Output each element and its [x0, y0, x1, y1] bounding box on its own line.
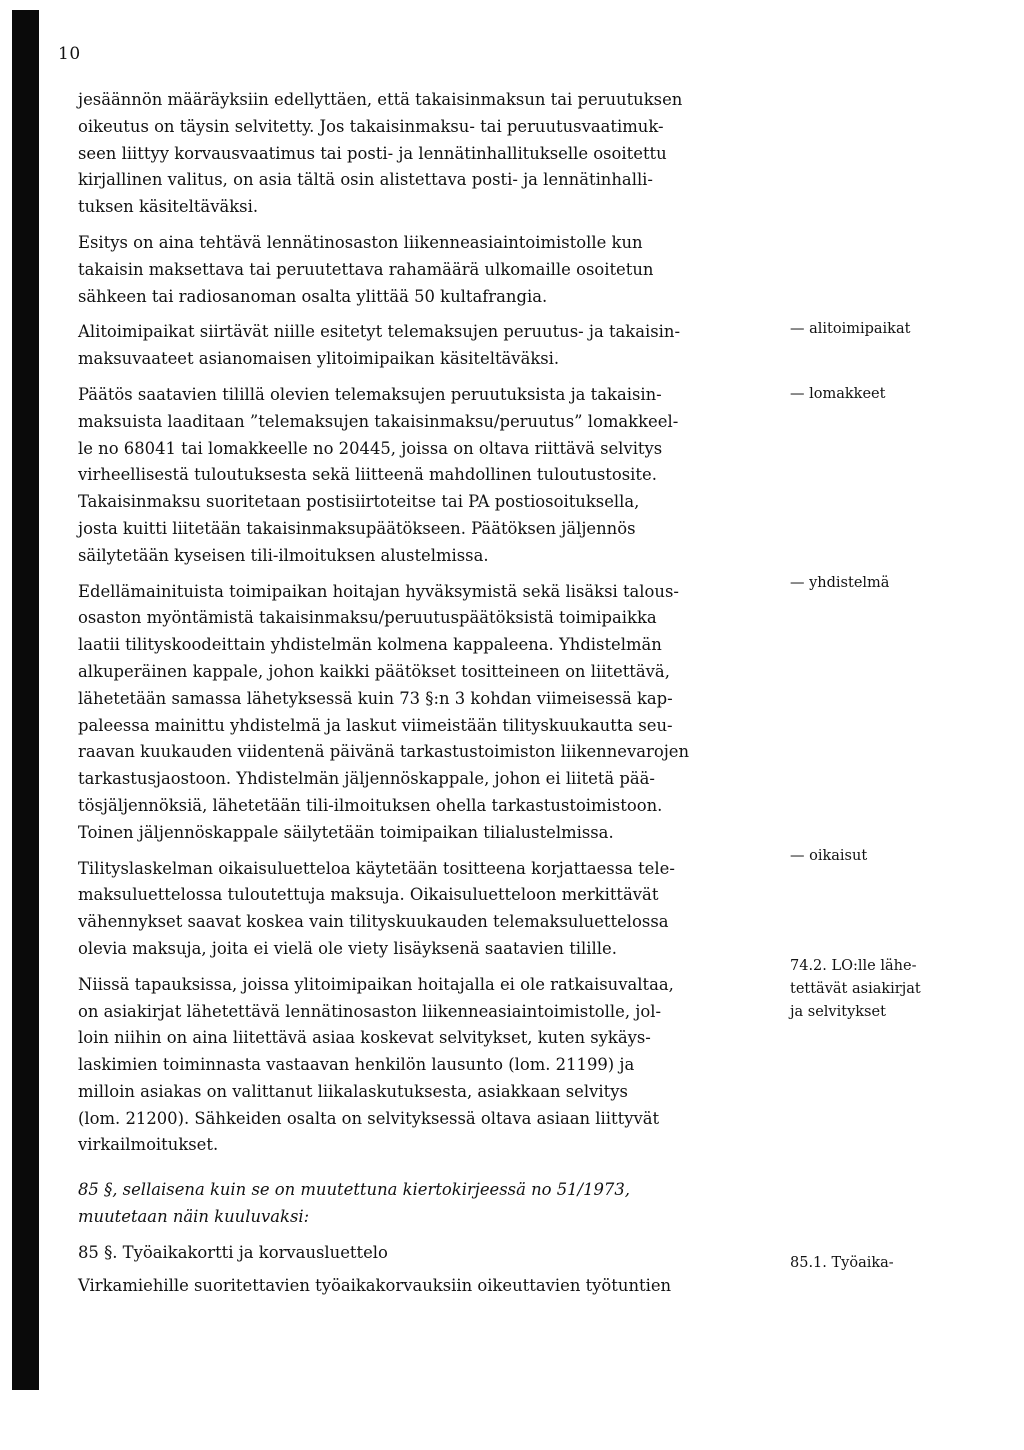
- paragraph-5: Edellämainituista toimipaikan hoitajan hyväksymistä sekä lisäksi talous- osaston myöntämistä takaisinmaksu/peruutuspäätöksistä toimipaikka laatii tilityskoodeittain yhdistelmän kolmena kappaleena. Yhdistelmän alkuperäinen kappale, johon kaikki päätökset tositteineen on liitettävä, lähetetään samassa lähetyksessä kuin 73 §:n 3 kohdan viimeisessä kap- paleessa mainittu yhdistelmä ja laskut viimeistään tilityskuukautta seu- raavan kuukauden viidentenä päivänä tarkastustoimiston liikennevarojen tarkastusjaostoon. Yhdistelmän jäljennöskappale, johon ei liitetä pää- tösjäljennöksiä, lähetetään tili-ilmoituksen ohella tarkastustoimistoon. Toinen jäljennöskappale säilytetään toimipaikan tilialustelmissa.: [78, 581, 690, 842]
- page-edge-bar: [12, 10, 39, 1390]
- page-number: 10: [58, 44, 81, 64]
- paragraph-6: Tilityslaskelman oikaisuluetteloa käytetään tositteena korjattaessa tele- maksuluettelossa tuloutettuja maksuja. Oikaisuluetteloon merkittävät vähennykset saavat koskea vain tilityskuukauden telemaksuluettelossa olevia maksuja, joita ei vielä ole viety lisäyksenä saatavien tilille.: [78, 858, 675, 958]
- body-text: [78, 87, 768, 1308]
- paragraph-1: jesäännön määräyksiin edellyttäen, että takaisinmaksun tai peruutuksen oikeutus on täysin selvitetty. Jos takaisinmaksu- tai peruutusvaatimuk- seen liittyy korvausvaatimus tai posti- ja lennätinhallitukselle osoitettu kirjallinen valitus, on asia tältä osin alistettava posti- ja lennätinhalli- tuksen käsiteltäväksi.: [78, 90, 683, 217]
- closing-line: Virkamiehille suoritettavien työaikakorvauksiin oikeuttavien työtuntien: [78, 1275, 672, 1295]
- margin-note-yhdistelma: — yhdistelmä: [790, 575, 890, 591]
- margin-note-lomakkeet: — lomakkeet: [790, 386, 886, 402]
- paragraph-4: Päätös saatavien tilillä olevien telemaksujen peruutuksista ja takaisin- maksuista laaditaan ”telemaksujen takaisinmaksu/peruutus” lomakkeel- le no 68041 tai lomakkeelle no 20445, joissa on oltava riittävä selvitys virheellisestä tuloutuksesta sekä liitteenä mahdollinen tuloutustosite. Takaisinmaksu suoritetaan postisiirtoteitse tai PA postiosoituksella, josta kuitti liitetään takaisinmaksupäätökseen. Päätöksen jäljennös säilytetään kyseisen tili-ilmoituksen alustelmissa.: [78, 384, 679, 565]
- amendment-note: 85 §, sellaisena kuin se on muutettuna kiertokirjeessä no 51/1973, muutetaan näin kuuluvaksi:: [78, 1180, 630, 1227]
- section-heading: 85 §. Työaikakortti ja korvausluettelo: [78, 1242, 388, 1262]
- paragraph-7: Niissä tapauksissa, joissa ylitoimipaikan hoitajalla ei ole ratkaisuvaltaa, on asiakirjat lähetettävä lennätinosaston liikenneasiaintoimistolle, jol- loin niihin on aina liitettävä asiaa koskevat selvitykset, kuten sykäys- laskimien toiminnasta vastaavan henkilön lausunto (lom. 21199) ja milloin asiakas on valittanut liikalaskutuksesta, asiakkaan selvitys (lom. 21200). Sähkeiden osalta on selvityksessä oltava asiaan liittyvät virkailmoitukset.: [78, 974, 674, 1155]
- margin-note-lahettavat-asiakirjat: 74.2. LO:lle lähe- tettävät asiakirjat ja selvitykset: [790, 958, 921, 1020]
- paragraph-3: Alitoimipaikat siirtävät niille esitetyt telemaksujen peruutus- ja takaisin- maksuvaateet asianomaisen ylitoimipaikan käsiteltäväksi.: [78, 322, 680, 369]
- paragraph-2: Esitys on aina tehtävä lennätinosaston liikenneasiaintoimistolle kun takaisin maksettava tai peruutettava rahamäärä ulkomaille osoitetun sähkeen tai radiosanoman osalta ylittää 50 kultafrangia.: [78, 232, 654, 306]
- margin-note-tyoaika: 85.1. Työaika-: [790, 1255, 894, 1271]
- margin-note-oikaisut: — oikaisut: [790, 848, 868, 864]
- margin-note-alitoimipaikat: — alitoimipaikat: [790, 321, 911, 337]
